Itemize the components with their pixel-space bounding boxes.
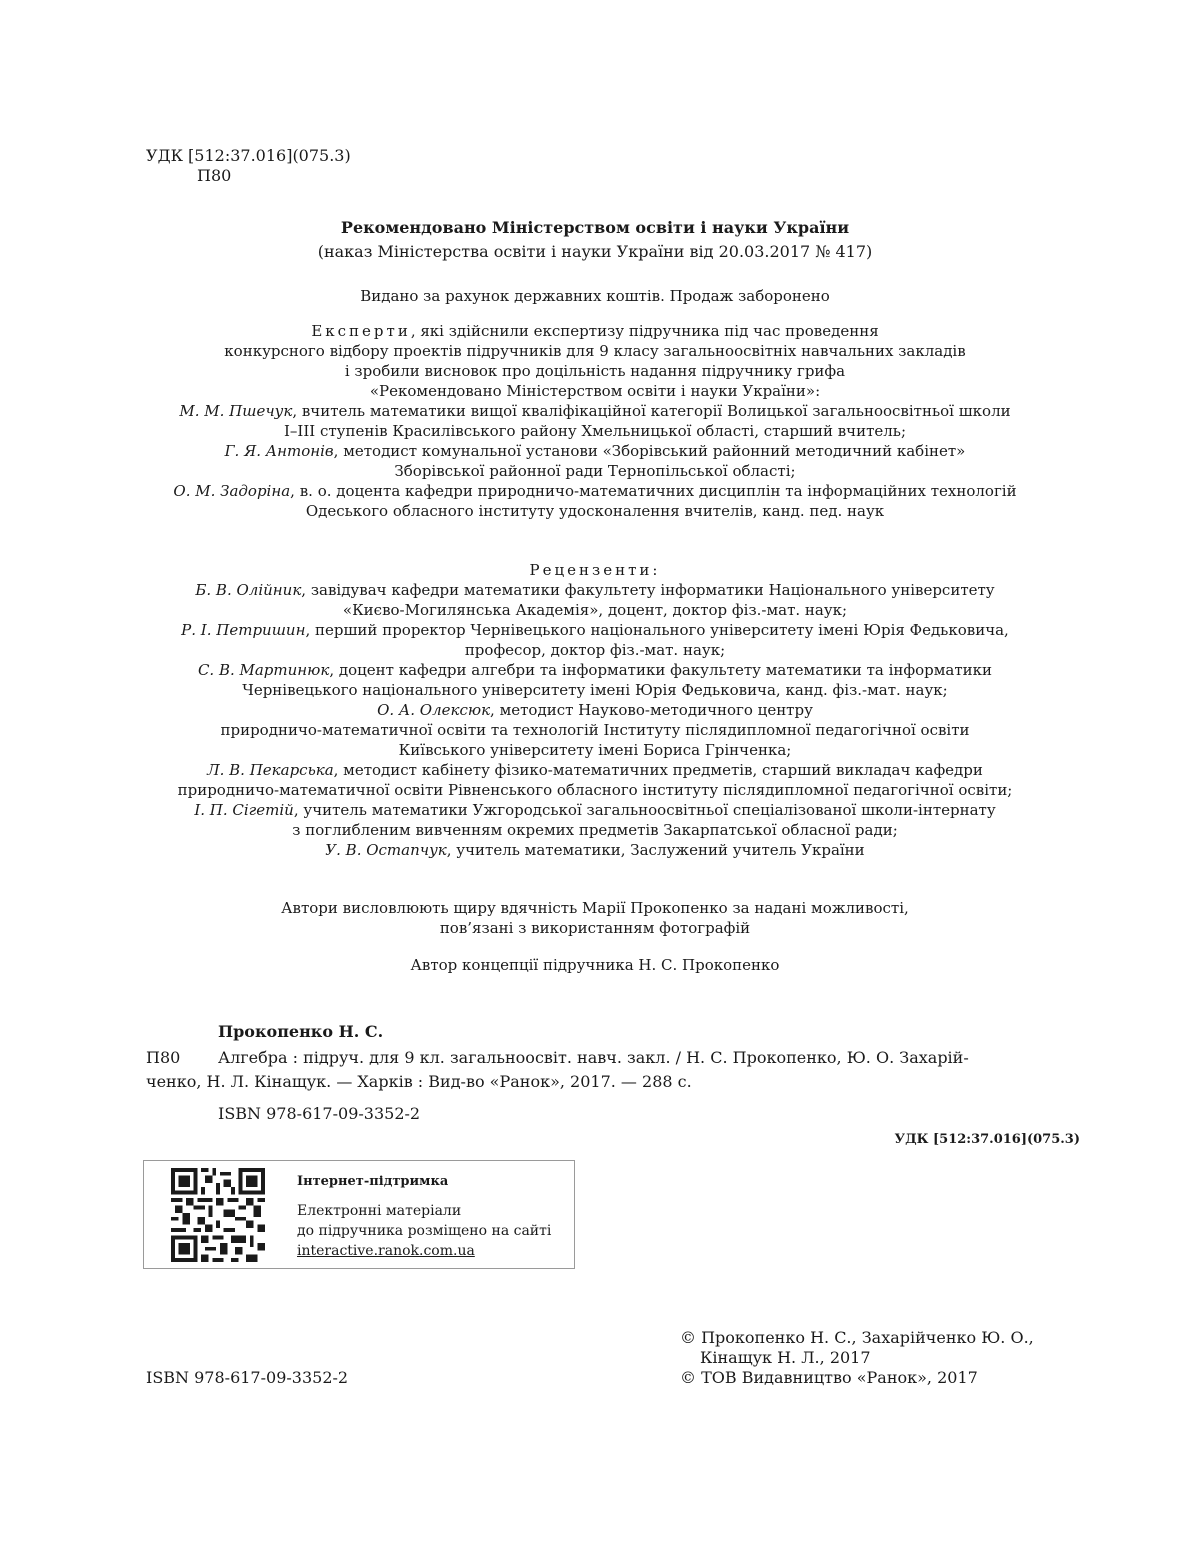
- reviewer-1-line-2: «Києво-Могилянська Академія», доцент, доктор фіз.-мат. наук;: [342, 601, 848, 619]
- concept-author: Автор концепції підручника Н. С. Прокопенко: [410, 956, 780, 974]
- reviewer-name: С. В. Мартинюк: [197, 661, 330, 679]
- experts-intro-line-1: Експерти, які здійснили експертизу підручника під час проведення: [311, 322, 879, 340]
- support-title: Інтернет-підтримка: [297, 1174, 449, 1189]
- expert-name: М. М. Пшечук: [179, 402, 293, 420]
- catalog-udk: УДК [512:37.016](075.3): [894, 1132, 1080, 1147]
- support-line-2: до підручника розміщено на сайті: [297, 1223, 552, 1239]
- catalog-code: П80: [146, 1048, 181, 1067]
- reviewer-7-line-1: У. В. Остапчук, учитель математики, Заслужений учитель України: [325, 841, 865, 859]
- footer-isbn: ISBN 978-617-09-3352-2: [146, 1368, 349, 1387]
- footer-copyright-3: © ТОВ Видавництво «Ранок», 2017: [680, 1368, 978, 1387]
- experts-intro-line-2: конкурсного відбору проектів підручників для 9 класу загальноосвітніх навчальних закладів: [224, 342, 966, 360]
- acknowledgement-line-2: пов’язані з використанням фотографій: [439, 919, 751, 937]
- reviewer-2-line-2: професор, доктор фіз.-мат. наук;: [464, 641, 726, 659]
- footer-copyright-1: © Прокопенко Н. С., Захарійченко Ю. О.,: [680, 1328, 1034, 1347]
- funding-note: Видано за рахунок державних коштів. Продаж заборонено: [360, 287, 830, 305]
- reviewer-name: О. А. Олексюк: [377, 701, 491, 719]
- catalog-line-1: Алгебра : підруч. для 9 кл. загальноосвіт. навч. закл. / Н. С. Прокопенко, Ю. О. Захарій-: [218, 1048, 969, 1067]
- reviewer-name: У. В. Остапчук: [325, 841, 447, 859]
- udk-top: УДК [512:37.016](075.3): [146, 146, 351, 165]
- reviewer-3-line-2: Чернівецького національного університету імені Юрія Федьковича, канд. фіз.-мат. наук;: [242, 681, 948, 699]
- internet-support-box: [143, 1160, 575, 1269]
- expert-1-line-2: І–ІІІ ступенів Красилівського району Хмельницької області, старший вчитель;: [284, 422, 906, 440]
- reviewer-3-line-1: С. В. Мартинюк, доцент кафедри алгебри та інформатики факультету математики та інформатики: [197, 661, 993, 679]
- qr-code-icon: [168, 1168, 268, 1262]
- expert-name: Г. Я. Антонів: [224, 442, 334, 460]
- acknowledgement-line-1: Автори висловлюють щиру вдячність Марії Прокопенко за надані можливості,: [281, 899, 909, 917]
- recommendation-order: (наказ Міністерства освіти і науки України від 20.03.2017 № 417): [317, 242, 873, 261]
- reviewer-5-line-2: природничо-математичної освіти Рівненського обласного інституту післядипломної педагогічної освіти;: [177, 781, 1013, 799]
- expert-2-line-2: Зборівської районної ради Тернопільської області;: [394, 462, 796, 480]
- reviewer-name: Б. В. Олійник: [195, 581, 302, 599]
- reviewer-5-line-1: Л. В. Пекарська, методист кабінету фізико-математичних предметів, старший викладач кафедри: [207, 761, 983, 779]
- expert-name: О. М. Задоріна: [173, 482, 291, 500]
- catalog-line-2: ченко, Н. Л. Кінащук. — Харків : Вид-во «Ранок», 2017. — 288 с.: [146, 1072, 692, 1091]
- support-line-1: Електронні матеріали: [297, 1203, 462, 1219]
- footer-copyright-2: Кінащук Н. Л., 2017: [700, 1348, 871, 1367]
- experts-intro-line-3: і зробили висновок про доцільність надання підручнику грифа: [344, 362, 846, 380]
- reviewer-name: Р. І. Петришин: [181, 621, 306, 639]
- catalog-isbn: ISBN 978-617-09-3352-2: [218, 1104, 421, 1123]
- expert-3-line-1: О. М. Задоріна, в. о. доцента кафедри природничо-математичних дисциплін та інформаційних технологій: [173, 482, 1017, 500]
- support-url-link[interactable]: interactive.ranok.com.ua: [297, 1243, 475, 1259]
- code-top: П80: [197, 166, 232, 185]
- experts-intro-line-4: «Рекомендовано Міністерством освіти і науки України»:: [369, 382, 821, 400]
- reviewer-6-line-2: з поглибленим вивченням окремих предметів Закарпатської обласної ради;: [292, 821, 898, 839]
- reviewer-4-line-1: О. А. Олексюк, методист Науково-методичного центру: [377, 701, 813, 719]
- recommendation-title: Рекомендовано Міністерством освіти і науки України: [340, 218, 850, 237]
- reviewer-name: І. П. Сігетій: [194, 801, 294, 819]
- reviewer-1-line-1: Б. В. Олійник, завідувач кафедри математики факультету інформатики Національного університету: [195, 581, 995, 599]
- reviewer-name: Л. В. Пекарська: [207, 761, 334, 779]
- reviewer-4-line-3: Київського університету імені Бориса Грінченка;: [398, 741, 792, 759]
- reviewer-4-line-2: природничо-математичної освіти та технологій Інституту післядипломної педагогічної освіти: [220, 721, 970, 739]
- expert-2-line-1: Г. Я. Антонів, методист комунальної установи «Зборівський районний методичний кабінет»: [224, 442, 966, 460]
- catalog-author: Прокопенко Н. С.: [218, 1022, 384, 1041]
- experts-heading: Експерти: [311, 322, 411, 340]
- expert-3-line-2: Одеського обласного інституту удосконалення вчителів, канд. пед. наук: [305, 502, 885, 520]
- reviewer-6-line-1: І. П. Сігетій, учитель математики Ужгородської загальноосвітньої спеціалізованої школи-інтернату: [194, 801, 996, 819]
- reviewers-heading: Рецензенти:: [529, 561, 661, 579]
- expert-1-line-1: М. М. Пшечук, вчитель математики вищої кваліфікаційної категорії Волицької загальноосвітньої школи: [179, 402, 1011, 420]
- reviewer-2-line-1: Р. І. Петришин, перший проректор Чернівецького національного університету імені Юрія Федьковича,: [181, 621, 1009, 639]
